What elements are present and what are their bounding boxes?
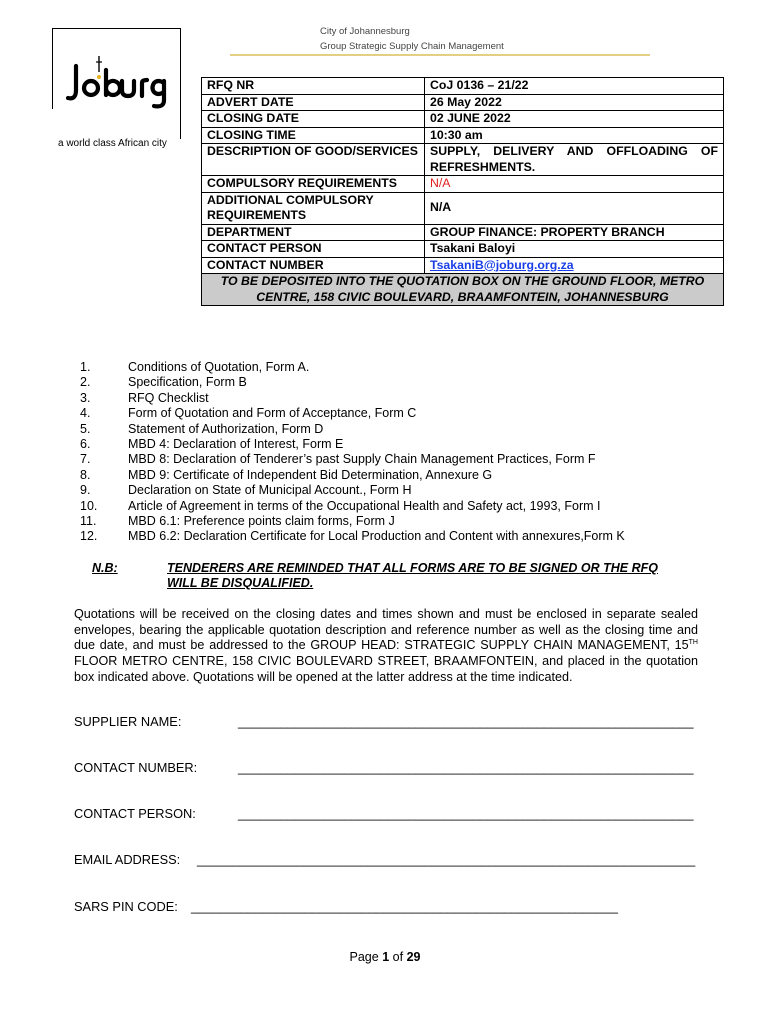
row-value: GROUP FINANCE: PROPERTY BRANCH <box>425 224 724 241</box>
field-blank-line[interactable]: ________________________________________________________________ <box>238 714 694 729</box>
table-row <box>202 192 724 224</box>
list-number: 6. <box>80 437 91 452</box>
list-number: 11. <box>80 514 97 529</box>
list-item <box>80 514 625 529</box>
list-number: 3. <box>80 390 91 405</box>
page-total: 29 <box>406 950 421 964</box>
page-footer <box>0 950 770 964</box>
field-label: EMAIL ADDRESS: <box>74 852 181 867</box>
page-current: 1 <box>382 950 390 964</box>
list-item <box>80 452 625 467</box>
submission-paragraph <box>74 607 698 686</box>
page-word: Page <box>349 950 379 964</box>
row-label: ADVERT DATE <box>202 94 425 111</box>
deposit-note: TO BE DEPOSITED INTO THE QUOTATION BOX ON THE GROUND FLOOR, METRO CENTRE, 158 CIVIC BOULEVARD, BRAAMFONTEIN, JOHANNESBURG <box>202 274 724 306</box>
paragraph-part1: Quotations will be received on the closing dates and times shown and must be enclosed in separate sealed envelopes, bearing the applicable quotation description and reference number as well as the closing time and due date, and must be addressed to the GROUP HEAD: STRATEGIC SUPPLY CHAIN MANAGEMENT, 15 <box>74 607 698 653</box>
header-rule <box>230 54 650 56</box>
list-item <box>80 483 625 498</box>
table-row <box>202 257 724 274</box>
row-label: CLOSING DATE <box>202 111 425 128</box>
row-value: Tsakani Baloyi <box>425 241 724 258</box>
list-item <box>80 360 625 375</box>
list-number: 7. <box>80 452 91 467</box>
list-item <box>80 422 625 437</box>
header-dept: Group Strategic Supply Chain Management <box>320 41 504 52</box>
list-text: Declaration on State of Municipal Account., Form H <box>128 483 412 498</box>
row-label: ADDITIONAL COMPULSORY REQUIREMENTS <box>202 192 425 224</box>
nb-label: N.B: <box>92 561 118 575</box>
row-label: COMPULSORY REQUIREMENTS <box>202 176 425 193</box>
contact-number-field <box>74 760 694 775</box>
row-value: 10:30 am <box>425 127 724 144</box>
list-item <box>80 529 625 544</box>
list-item <box>80 468 625 483</box>
row-label: CONTACT NUMBER <box>202 257 425 274</box>
row-value <box>425 257 724 274</box>
list-number: 5. <box>80 421 91 436</box>
sars-pin-field <box>74 899 619 914</box>
field-blank-line[interactable]: ______________________________________________________________________ <box>197 852 696 867</box>
list-text: Conditions of Quotation, Form A. <box>128 360 310 374</box>
row-value: CoJ 0136 – 21/22 <box>425 78 724 95</box>
list-text: MBD 4: Declaration of Interest, Form E <box>128 437 344 452</box>
list-item <box>80 391 625 406</box>
table-row <box>202 78 724 95</box>
paragraph-superscript: TH <box>688 639 698 647</box>
field-blank-line[interactable]: ________________________________________________________________ <box>238 806 694 821</box>
rfq-details-table <box>201 77 724 306</box>
row-label: DESCRIPTION OF GOOD/SERVICES <box>202 144 425 176</box>
list-text: MBD 8: Declaration of Tenderer’s past Supply Chain Management Practices, Form F <box>128 452 596 467</box>
list-number: 4. <box>80 406 91 421</box>
list-text: Specification, Form B <box>128 375 247 390</box>
list-item <box>80 406 625 421</box>
contact-person-field <box>74 806 694 821</box>
table-row <box>202 176 724 193</box>
supplier-name-field <box>74 714 694 729</box>
joburg-logo-icon <box>66 52 170 112</box>
field-blank-line[interactable]: ____________________________________________________________ <box>191 899 619 914</box>
field-blank-line[interactable]: ________________________________________________________________ <box>238 760 694 775</box>
list-number: 10. <box>80 498 98 513</box>
paragraph-part2: FLOOR METRO CENTRE, 158 CIVIC BOULEVARD STREET, BRAAMFONTEIN, and placed in the quotation box indicated above. Quotations will be opened at the latter address at the time indicated. <box>74 654 698 684</box>
list-item <box>80 437 625 452</box>
logo-tagline: a world class African city <box>58 138 167 149</box>
field-label: SARS PIN CODE: <box>74 899 178 914</box>
row-label: CLOSING TIME <box>202 127 425 144</box>
list-number: 1. <box>80 360 91 374</box>
list-text: Form of Quotation and Form of Acceptance, Form C <box>128 406 417 421</box>
field-label: CONTACT NUMBER: <box>74 760 198 775</box>
list-text: MBD 6.2: Declaration Certificate for Local Production and Content with annexures,Form K <box>128 529 625 544</box>
list-text: MBD 9: Certificate of Independent Bid Determination, Annexure G <box>128 467 493 482</box>
table-row <box>202 241 724 258</box>
list-number: 8. <box>80 467 91 482</box>
row-value: 26 May 2022 <box>425 94 724 111</box>
nb-text: TENDERERS ARE REMINDED THAT ALL FORMS ARE TO BE SIGNED OR THE RFQ WILL BE DISQUALIFIED. <box>167 561 658 590</box>
list-number: 12. <box>80 529 98 544</box>
logo-star-icon <box>97 75 101 79</box>
list-number: 2. <box>80 375 91 390</box>
deposit-note-row <box>202 274 724 306</box>
field-label: CONTACT PERSON: <box>74 806 196 821</box>
list-item <box>80 375 625 390</box>
email-address-field <box>74 852 696 867</box>
table-row <box>202 127 724 144</box>
list-text: RFQ Checklist <box>128 390 209 405</box>
table-row <box>202 224 724 241</box>
list-item <box>80 499 625 514</box>
forms-list <box>80 360 625 545</box>
table-row <box>202 94 724 111</box>
page-of-word: of <box>392 950 404 964</box>
table-row <box>202 111 724 128</box>
row-label: RFQ NR <box>202 78 425 95</box>
row-label: DEPARTMENT <box>202 224 425 241</box>
header-org: City of Johannesburg <box>320 26 410 37</box>
list-text: Statement of Authorization, Form D <box>128 421 324 436</box>
field-label: SUPPLIER NAME: <box>74 714 182 729</box>
contact-email-link[interactable]: TsakaniB@joburg.org.za <box>430 257 574 272</box>
row-value: N/A <box>425 192 724 224</box>
document-header <box>230 24 650 54</box>
list-text: Article of Agreement in terms of the Occupational Health and Safety act, 1993, Form I <box>128 498 601 513</box>
list-number: 9. <box>80 483 91 498</box>
list-text: MBD 6.1: Preference points claim forms, Form J <box>128 514 395 529</box>
table-row <box>202 144 724 176</box>
row-value-na: N/A <box>425 176 724 193</box>
row-value: SUPPLY, DELIVERY AND OFFLOADING OF REFRESHMENTS. <box>425 144 724 176</box>
row-label: CONTACT PERSON <box>202 241 425 258</box>
row-value: 02 JUNE 2022 <box>425 111 724 128</box>
